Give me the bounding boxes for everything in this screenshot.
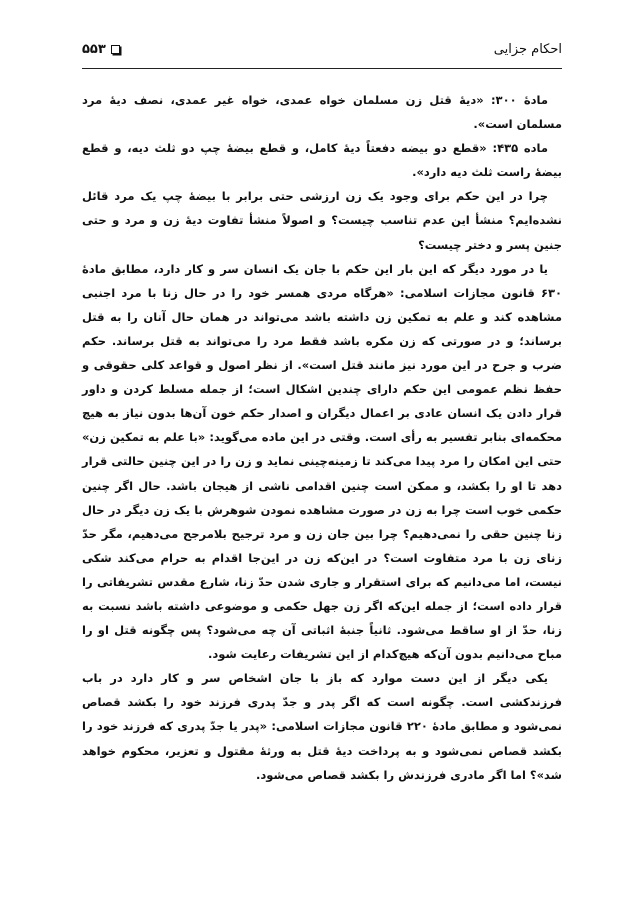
running-title: احکام جزایی <box>493 42 562 57</box>
page-number: ۵۵۳ <box>82 42 106 57</box>
paragraph-article-630: یا در مورد دیگر که این بار این حکم با جان یک انسان سر و کار دارد، مطابق مادهٔ ۶۳۰ قانون مجازات اسلامی: «هرگاه مردی همسر خود را در حال زنا با مرد اجنبی مشاهده کند و علم به تمکین زن داشته باشد می‌تواند در همان حال آنان را به قتل برساند؛ و در صورتی که زن مکره باشد فقط مرد را می‌تواند به قتل برساند. حکم ضرب و جرح در این مورد نیز مانند قتل است». از نظر اصول و قواعد کلی حقوقی و حفظ نظم عمومی این حکم دارای چندین اشکال است؛ از جمله مسلط کردن و داور قرار دادن یک انسان عادی بر اعمال دیگران و اصدار حکم خون آن‌ها بدون نیاز به هیچ محکمه‌ای بنابر تفسیر به رأی است. وقتی در این ماده می‌گوید: «با علم به تمکین زن» حتی این امکان را مرد پیدا می‌کند تا زمینه‌چینی نماید و زن را در این چنین حالتی قرار دهد تا او را بکشد، و ممکن است چنین اقدامی ناشی از هیجان باشد. حال اگر چنین حکمی خوب است چرا به زن در صورت مشاهده نمودن شوهرش با یک زن دیگر در حال زنا چنین حقی را نمی‌دهیم؟ چرا بین جان زن و مرد ترجیح بلامرجح می‌دهیم، مگر حدّ زنای زن با مرد متفاوت است؟ در این‌که زن در این‌جا اقدام به حرام می‌کند شکی نیست، اما می‌دانیم که برای استقرار و جاری شدن حدّ زنا، شارع مقدس تشریفاتی را قرار داده است؛ از جمله این‌که اگر زن جهل حکمی و موضوعی داشته باشد نسبت به زنا، حدّ از او ساقط می‌شود. ثانیاً جنبهٔ اثباتی آن چه می‌شود؟ پس چگونه قتل او را مباح می‌دانیم بدون آن‌که هیچ‌کدام از این تشریفات رعایت شود. <box>82 261 562 662</box>
header-rule <box>82 68 562 69</box>
page-header <box>82 36 562 66</box>
body-text <box>82 88 562 787</box>
paragraph-article-435: ماده ۴۳۵: «قطع دو بیضه دفعتاً دیهٔ کامل، و قطع بیضهٔ چپ دو ثلث دیه، و قطع بیضهٔ راست ثلث دیه دارد». <box>82 141 562 180</box>
square-box-icon <box>111 45 120 54</box>
paragraph-question: چرا در این حکم برای وجود یک زن ارزشی حتی برابر با بیضهٔ چپ یک مرد قائل نشده‌ایم؟ منشأ این عدم تناسب چیست؟ و اصولاً منشأ تفاوت دیهٔ زن و مرد و حتی جنین پسر و دختر چیست؟ <box>82 189 562 252</box>
paragraph-article-300: مادهٔ ۳۰۰: «دیهٔ قتل زن مسلمان خواه عمدی، خواه غیر عمدی، نصف دیهٔ مرد مسلمان است». <box>82 93 562 132</box>
paragraph-article-220: یکی دیگر از این دست موارد که باز با جان اشخاص سر و کار دارد در باب فرزندکشی است. چگونه است که اگر پدر و جدّ پدری فرزند خود را بکشد قصاص نمی‌شود و مطابق مادهٔ ۲۲۰ قانون مجازات اسلامی: «پدر یا جدّ پدری که فرزند خود را بکشد قصاص نمی‌شود و به پرداخت دیهٔ قتل به ورثهٔ مقتول و تعزیر، محکوم خواهد شد»؟ اما اگر مادری فرزندش را بکشد قصاص می‌شود. <box>82 671 562 782</box>
page-number-group <box>82 42 120 57</box>
